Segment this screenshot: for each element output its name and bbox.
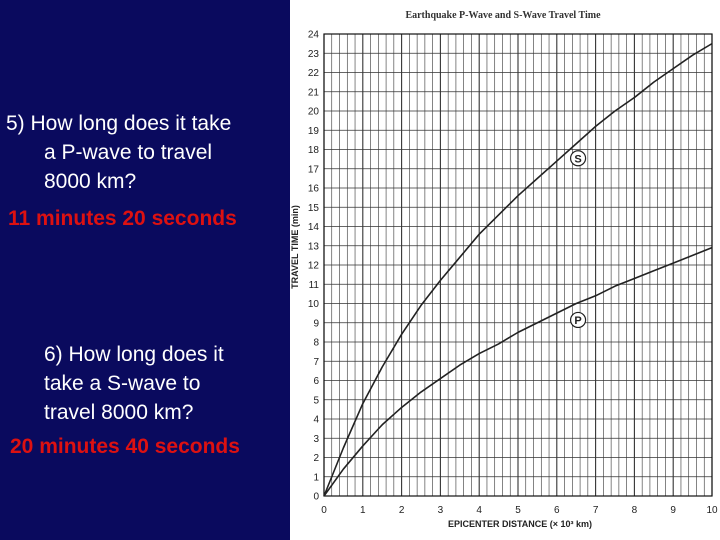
y-tick-label: 7: [313, 356, 319, 368]
question-6: [44, 340, 284, 427]
x-tick-label: 4: [476, 505, 482, 516]
y-tick-label: 10: [307, 299, 319, 310]
y-tick-label: 4: [313, 414, 319, 426]
series-p-label: P: [574, 314, 582, 327]
y-tick-label: 13: [307, 241, 319, 253]
y-tick-label: 11: [308, 279, 319, 291]
question-6-line-1: 6) How long does it: [44, 343, 224, 366]
question-6-line-3: travel 8000 km?: [44, 401, 194, 424]
x-tick-label: 3: [437, 505, 444, 516]
y-tick-label: 8: [313, 337, 319, 349]
question-5-line-2: a P-wave to travel: [44, 141, 213, 164]
y-tick-label: 18: [307, 145, 319, 156]
y-tick-label: 6: [313, 376, 319, 387]
y-tick-label: 20: [307, 106, 319, 118]
y-tick-label: 15: [307, 202, 319, 214]
x-tick-label: 7: [592, 505, 599, 516]
y-tick-label: 16: [307, 183, 319, 195]
y-tick-label: 5: [313, 395, 319, 407]
y-tick-label: 22: [307, 68, 319, 79]
x-tick-label: 2: [398, 505, 405, 516]
x-tick-label: 8: [631, 505, 638, 516]
series-s-label: S: [574, 153, 582, 166]
x-tick-label: 6: [554, 505, 560, 516]
x-tick-label: 5: [515, 505, 521, 516]
travel-time-chart: [290, 0, 720, 540]
y-tick-label: 1: [313, 472, 319, 484]
x-axis-label: EPICENTER DISTANCE (× 10³ km): [447, 519, 593, 529]
y-tick-label: 24: [307, 29, 319, 41]
x-tick-label: 1: [360, 505, 366, 516]
question-5-line-3: 8000 km?: [44, 170, 137, 193]
y-tick-label: 21: [307, 87, 319, 99]
y-tick-label: 3: [313, 433, 319, 445]
y-tick-label: 0: [313, 491, 319, 503]
question-5-line-1: 5) How long does it take: [6, 112, 232, 135]
x-tick-label: 9: [670, 505, 676, 516]
answer-5: 11 minutes 20 seconds: [8, 207, 237, 230]
y-tick-label: 17: [307, 164, 319, 176]
y-tick-label: 14: [307, 222, 319, 233]
answer-6: 20 minutes 40 seconds: [10, 435, 240, 458]
x-tick-label: 0: [321, 505, 327, 516]
chart-title: Earthquake P-Wave and S-Wave Travel Time: [405, 10, 601, 21]
question-5: [6, 109, 286, 196]
question-panel: [0, 0, 290, 540]
x-tick-label: 10: [706, 505, 718, 516]
y-tick-label: 19: [307, 125, 319, 137]
y-axis-label: TRAVEL TIME (min): [290, 205, 300, 289]
y-tick-label: 9: [313, 318, 319, 330]
y-tick-label: 23: [307, 48, 319, 60]
y-tick-label: 2: [313, 453, 319, 464]
question-6-line-2: take a S-wave to: [44, 372, 201, 395]
y-tick-label: 12: [307, 260, 319, 272]
